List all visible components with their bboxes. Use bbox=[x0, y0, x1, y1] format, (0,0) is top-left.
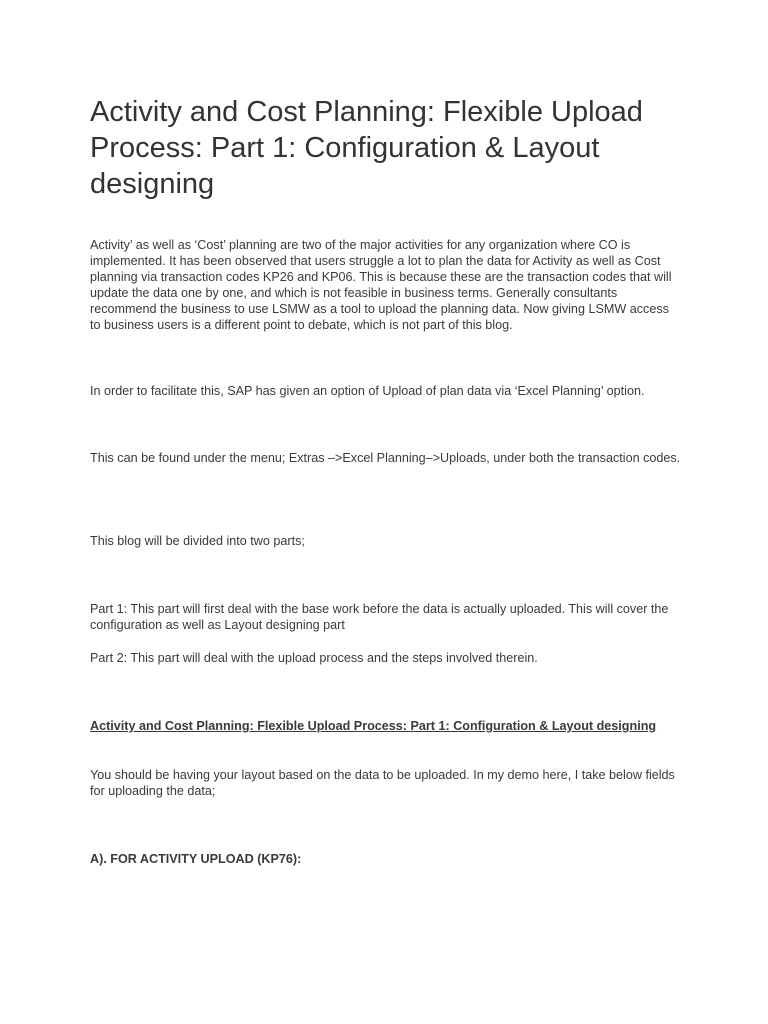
part-1-paragraph: Part 1: This part will first deal with the base work before the data is actually uploaded. This will cover the configuration as well as Layout designing part bbox=[90, 602, 669, 632]
activity-upload-heading: A). FOR ACTIVITY UPLOAD (KP76): bbox=[90, 852, 302, 866]
layout-paragraph: You should be having your layout based on the data to be uploaded. In my demo here, I take below fields for uploading the data; bbox=[90, 768, 675, 798]
blog-parts-paragraph: This blog will be divided into two parts; bbox=[90, 534, 305, 548]
menu-path-paragraph: This can be found under the menu; Extras –>Excel Planning–>Uploads, under both the transaction codes. bbox=[90, 451, 681, 465]
intro-paragraph: Activity’ as well as ‘Cost’ planning are two of the major activities for any organization where CO is implemented. It has been observed that users struggle a lot to plan the data for Activity as well as Cost planning via transaction codes KP26 and KP06. This is because these are the transaction codes that will update the data one by one, and which is not feasible in business terms. Generally consultants recommend the business to use LSMW as a tool to upload the planning data. Now giving LSMW access to business users is a different point to debate, which is not part of this blog. bbox=[90, 238, 672, 332]
page-title: Activity and Cost Planning: Flexible Upload Process: Part 1: Configuration & Layout designing bbox=[90, 96, 643, 200]
excel-planning-paragraph: In order to facilitate this, SAP has given an option of Upload of plan data via ‘Excel Planning’ option. bbox=[90, 384, 645, 398]
section-heading: Activity and Cost Planning: Flexible Upload Process: Part 1: Configuration & Layout designing bbox=[90, 719, 657, 733]
part-2-paragraph: Part 2: This part will deal with the upload process and the steps involved therein. bbox=[90, 651, 538, 665]
